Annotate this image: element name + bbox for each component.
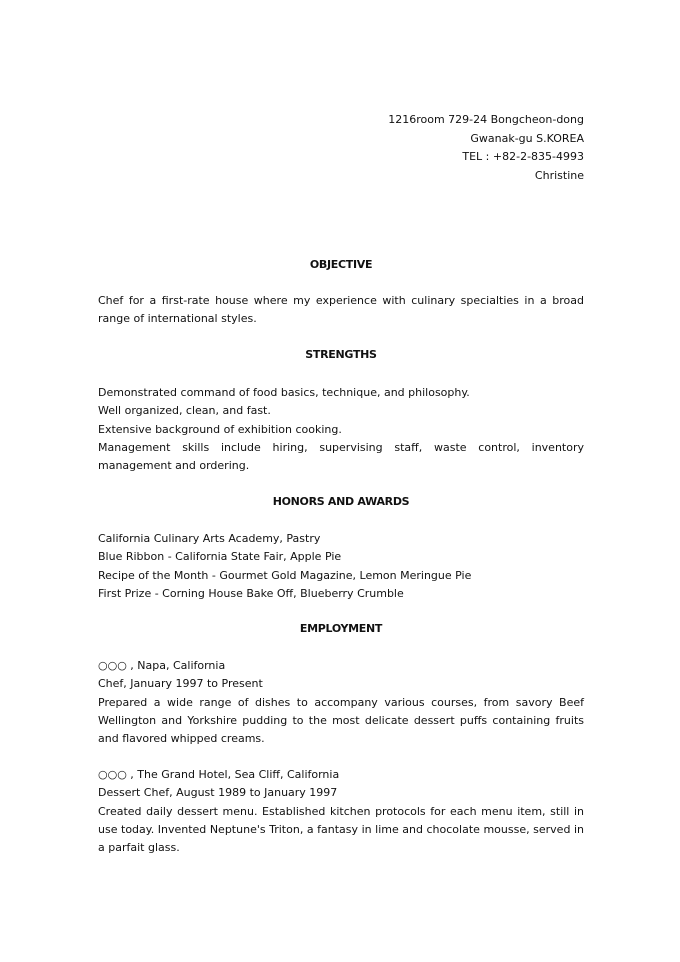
list-item: Demonstrated command of food basics, technique, and philosophy.: [98, 386, 470, 399]
honors-heading: HONORS AND AWARDS: [272, 495, 410, 508]
job-entry: [98, 657, 584, 748]
strengths-heading: STRENGTHS: [305, 348, 377, 361]
contact-block: [388, 111, 584, 185]
objective-text: Chef for a first-rate house where my experience with culinary specialties in a broad range of international styles.: [98, 294, 584, 326]
job-description: Prepared a wide range of dishes to accompany various courses, from savory Beef Wellington and Yorkshire pudding to the most delicate dessert puffs containing fruits and flavored whipped creams.: [98, 695, 584, 746]
job-title: Chef, January 1997 to Present: [98, 677, 263, 691]
job-employer: ○○○ , The Grand Hotel, Sea Cliff, California: [98, 768, 340, 781]
list-item: California Culinary Arts Academy, Pastry: [98, 532, 321, 545]
list-item: Well organized, clean, and fast.: [98, 404, 271, 418]
list-item: Blue Ribbon - California State Fair, Apple Pie: [98, 550, 342, 564]
list-item: First Prize - Corning House Bake Off, Blueberry Crumble: [98, 586, 404, 600]
resume-content: [98, 0, 584, 962]
honors-list: [98, 530, 584, 603]
employment-heading: EMPLOYMENT: [299, 622, 383, 635]
job-description: Created daily dessert menu. Established kitchen protocols for each menu item, still in use today. Invented Neptune's Triton, a fantasy in lime and chocolate mousse, served in a parfait glass.: [98, 804, 584, 855]
list-item: Extensive background of exhibition cooking.: [98, 422, 342, 436]
job-title: Dessert Chef, August 1989 to January 1997: [98, 786, 338, 800]
list-item: Management skills include hiring, supervising staff, waste control, inventory management and ordering.: [98, 440, 584, 473]
objective-heading: OBJECTIVE: [309, 258, 373, 271]
address-line-1: 1216room 729-24 Bongcheon-dong: [388, 113, 584, 126]
list-item: Recipe of the Month - Gourmet Gold Magazine, Lemon Meringue Pie: [98, 568, 472, 582]
applicant-name: Christine: [534, 168, 584, 182]
address-line-2: Gwanak-gu S.KOREA: [470, 131, 584, 145]
strengths-list: [98, 384, 584, 475]
job-employer: ○○○ , Napa, California: [98, 659, 226, 672]
phone-number: TEL : +82-2-835-4993: [462, 150, 584, 163]
job-entry: [98, 766, 584, 857]
